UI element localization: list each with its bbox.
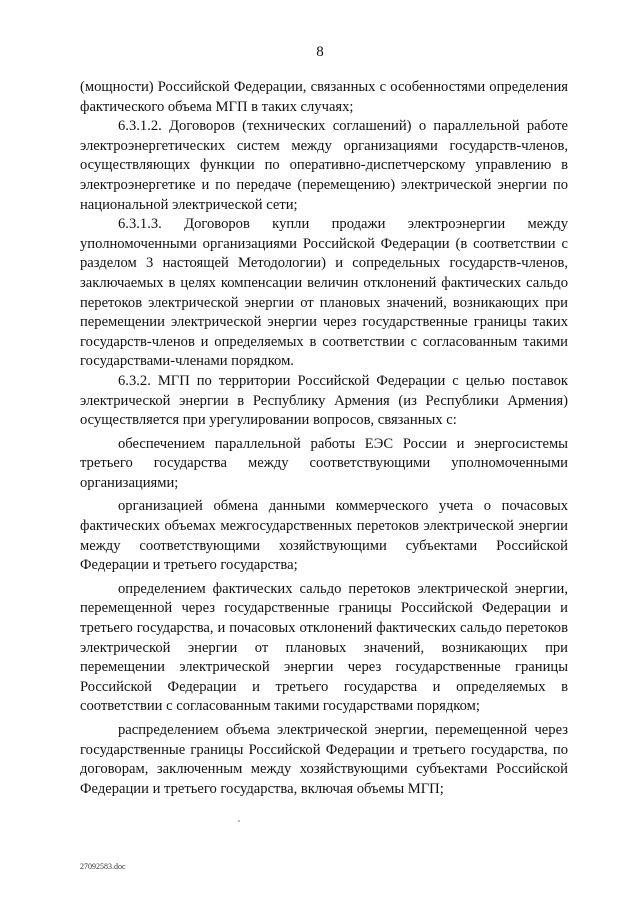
- paragraph-6-3-2: 6.3.2. МГП по территории Российской Федерации с целью поставок электрической энергии в Республику Армения (из Республики Армения) осуществляется при урегулировании вопросов, связанных с:: [80, 372, 568, 429]
- document-code: 27092583.doc: [80, 862, 126, 871]
- list-item-data-exchange: организацией обмена данными коммерческого учета о почасовых фактических объемах межгосударственных перетоков электрической энергии между соответствующими хозяйствующими субъектами Российской Федерации и третьего государства;: [80, 498, 568, 574]
- paragraph-continuation: (мощности) Российской Федерации, связанных с особенностями определения фактического объема МГП в таких случаях;: [80, 79, 568, 115]
- paragraph-6-3-1-3: 6.3.1.3. Договоров купли продажи электроэнергии между уполномоченными организациями Российской Федерации (в соответствии с разделом 3 настоящей Методологии) и сопредельных государств-членов, заключаемых в целях компенсации величин отклонений фактических сальдо перетоков электрической энергии от плановых значений, возникающих при перемещении электрической энергии через государственные границы таких государств-членов и определяемых в соответствии с согласованным такими государствами-членами порядком.: [80, 216, 568, 370]
- page-number: 8: [316, 44, 324, 60]
- list-item-parallel-operation: обеспечением параллельной работы ЕЭС России и энергосистемы третьего государства между соответствующими уполномоченными организациями;: [80, 435, 568, 491]
- paragraph-6-3-1-2: 6.3.1.2. Договоров (технических соглашений) о параллельной работе электроэнергетических систем между организациями государств-членов, осуществляющих функции по оперативно-диспетчерскому управлению в электроэнергетике и по передаче (перемещению) электрической энергии по национальной электрической сети;: [80, 118, 568, 213]
- list-item-volume-distribution: распределением объема электрической энергии, перемещенной через государственные границы Российской Федерации и третьего государства, по договорам, заключенным между хозяйствующими субъектами Российской Федерации и третьего государства, включая объемы МГП;: [80, 722, 568, 797]
- document-body: [80, 78, 568, 799]
- scan-dot: [238, 820, 240, 822]
- list-item-balance-determination: определением фактических сальдо перетоков электрической энергии, перемещенной через государственные границы Российской Федерации и третьего государства, и почасовых отклонений фактических сальдо перетоков электрической энергии от плановых значений, возникающих при перемещении электрической энергии через государственные границы Российской Федерации и третьего государства и определяемых в соответствии с согласованным такими государствами порядком;: [80, 580, 568, 715]
